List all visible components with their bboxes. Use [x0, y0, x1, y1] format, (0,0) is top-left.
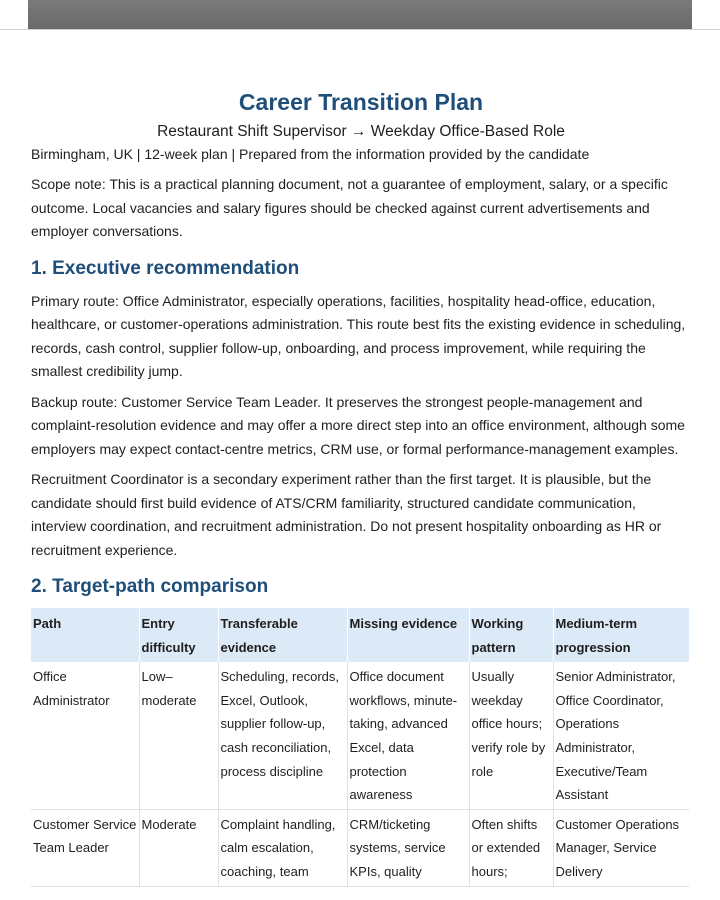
table-cell: CRM/ticketing systems, service KPIs, quality — [347, 809, 469, 886]
table-cell: Complaint handling, calm escalation, coaching, team — [218, 809, 347, 886]
table-cell: Moderate — [139, 809, 218, 886]
backup-route-paragraph: Backup route: Customer Service Team Leader. It preserves the strongest people-management and complaint-resolution evidence and may offer a more direct step into an office environment, although some employers may expect contact-centre metrics, CRM use, or formal performance-management examples. — [31, 393, 685, 457]
section-heading-target-path-comparison: 2. Target-path comparison — [31, 576, 269, 597]
primary-route-paragraph: Primary route: Office Administrator, especially operations, facilities, hospitality head-office, education, healthcare, or customer-operations administration. This route best fits the existing evidence in scheduling, records, cash control, supplier follow-up, onboarding, and process improvement, while requiring the smallest credibility jump. — [31, 292, 686, 379]
table-cell: Customer Service Team Leader — [31, 809, 139, 886]
column-header: Missing evidence — [347, 608, 469, 662]
table-cell: Office document workflows, minute-taking, advanced Excel, data protection awareness — [347, 662, 469, 809]
table-cell: Customer Operations Manager, Service Delivery — [553, 809, 689, 886]
table-cell: Scheduling, records, Excel, Outlook, supplier follow-up, cash reconciliation, process discipline — [218, 662, 347, 809]
scope-note: Scope note: This is a practical planning document, not a guarantee of employment, salary, or a specific outcome. Local vacancies and salary figures should be checked against current advertisements and employer conversations. — [31, 176, 668, 239]
comparison-table — [31, 608, 689, 887]
window-top-bar — [28, 0, 692, 29]
document-title: Career Transition Plan — [238, 89, 484, 115]
table-cell: Usually weekday office hours; verify role by role — [469, 662, 553, 809]
table-cell: Senior Administrator, Office Coordinator, Operations Administrator, Executive/Team Assistant — [553, 662, 689, 809]
table-cell: Low–moderate — [139, 662, 218, 809]
column-header: Path — [31, 608, 139, 662]
document-page — [31, 87, 691, 887]
table-cell: Office Administrator — [31, 662, 139, 809]
recruitment-coordinator-paragraph: Recruitment Coordinator is a secondary experiment rather than the first target. It is plausible, but the candidate should first build evidence of ATS/CRM familiarity, structured candidate communication, interview coordination, and recruitment administration. Do not present hospitality onboarding as HR or recruitment experience. — [31, 471, 662, 558]
section-heading-executive-recommendation: 1. Executive recommendation — [31, 257, 300, 279]
top-divider — [0, 29, 720, 30]
table-row — [31, 809, 689, 886]
document-meta: Birmingham, UK | 12-week plan | Prepared from the information provided by the candidate — [31, 146, 590, 162]
table-row — [31, 662, 689, 809]
column-header: Working pattern — [469, 608, 553, 662]
column-header: Entry difficulty — [139, 608, 218, 662]
document-subtitle: Restaurant Shift Supervisor → Weekday Office-Based Role — [157, 123, 565, 140]
column-header: Medium-term progression — [553, 608, 689, 662]
table-cell: Often shifts or extended hours; — [469, 809, 553, 886]
column-header: Transferable evidence — [218, 608, 347, 662]
table-header-row — [31, 608, 689, 662]
